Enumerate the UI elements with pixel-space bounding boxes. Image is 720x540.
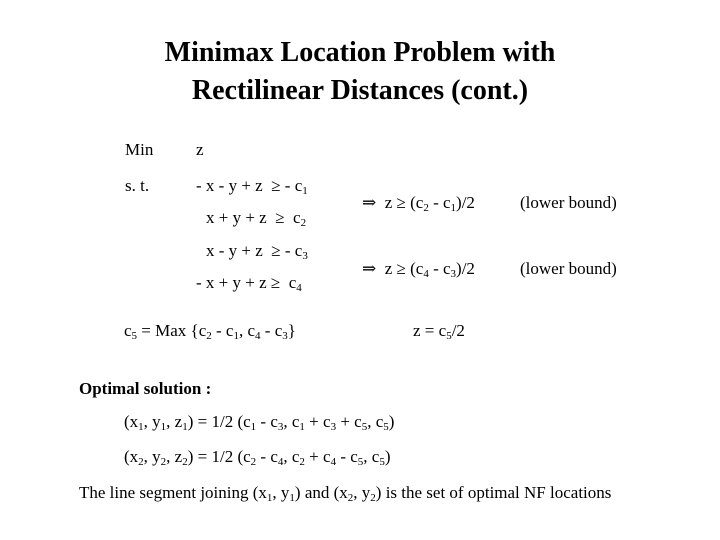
title-line-2: Rectilinear Distances (cont.) (191, 75, 529, 106)
title-line-1: Minimax Location Problem with (164, 37, 556, 68)
constraint-4: - $x + y + z \ge c_4$ (196, 273, 302, 294)
conclusion: The line segment joining ($x_1$, $y_1$) and ($x_2$, $y_2$) is the set of optimal NF locations (79, 483, 612, 504)
constraint-2: $x + y + z \ge c_2$ (206, 208, 307, 229)
constraint-1: - x - y + z ≥ - $c_1$ (196, 176, 308, 197)
lower-bound-note-1: (lower bound) (520, 193, 617, 212)
st-label: s. t. (125, 176, 150, 195)
constraint-3: x - y + z ≥ - $c_3$ (206, 241, 308, 262)
lower-bound-note-2: (lower bound) (520, 259, 617, 278)
c5-definition: $c_5$ = Max {$c_2 - c_1$, $c_4 - c_3$} (124, 321, 296, 342)
min-label: Min (125, 140, 154, 159)
solution-2: ($x_2$, $y_2$, $z_2) = 1/2$ ($c_2 - c_4$, $c_2 + c_4 - c_5$, $c_5$) (124, 447, 391, 468)
objective: z (196, 140, 204, 159)
implication-2: ⇒ $z \ge (c_4 - c_3)/2$ (362, 259, 475, 280)
slide-title (0, 34, 720, 110)
solution-1: ($x_1$, $y_1$, $z_1) = 1/2$ ($c_1 - c_3$, $c_1 + c_3 + c_5$, $c_5$) (124, 412, 395, 433)
optimal-heading: Optimal solution : (79, 379, 212, 398)
implication-1: ⇒ $z \ge (c_2 - c_1)/2$ (362, 193, 475, 214)
z-value: $z = c_5/2$ (413, 321, 465, 342)
